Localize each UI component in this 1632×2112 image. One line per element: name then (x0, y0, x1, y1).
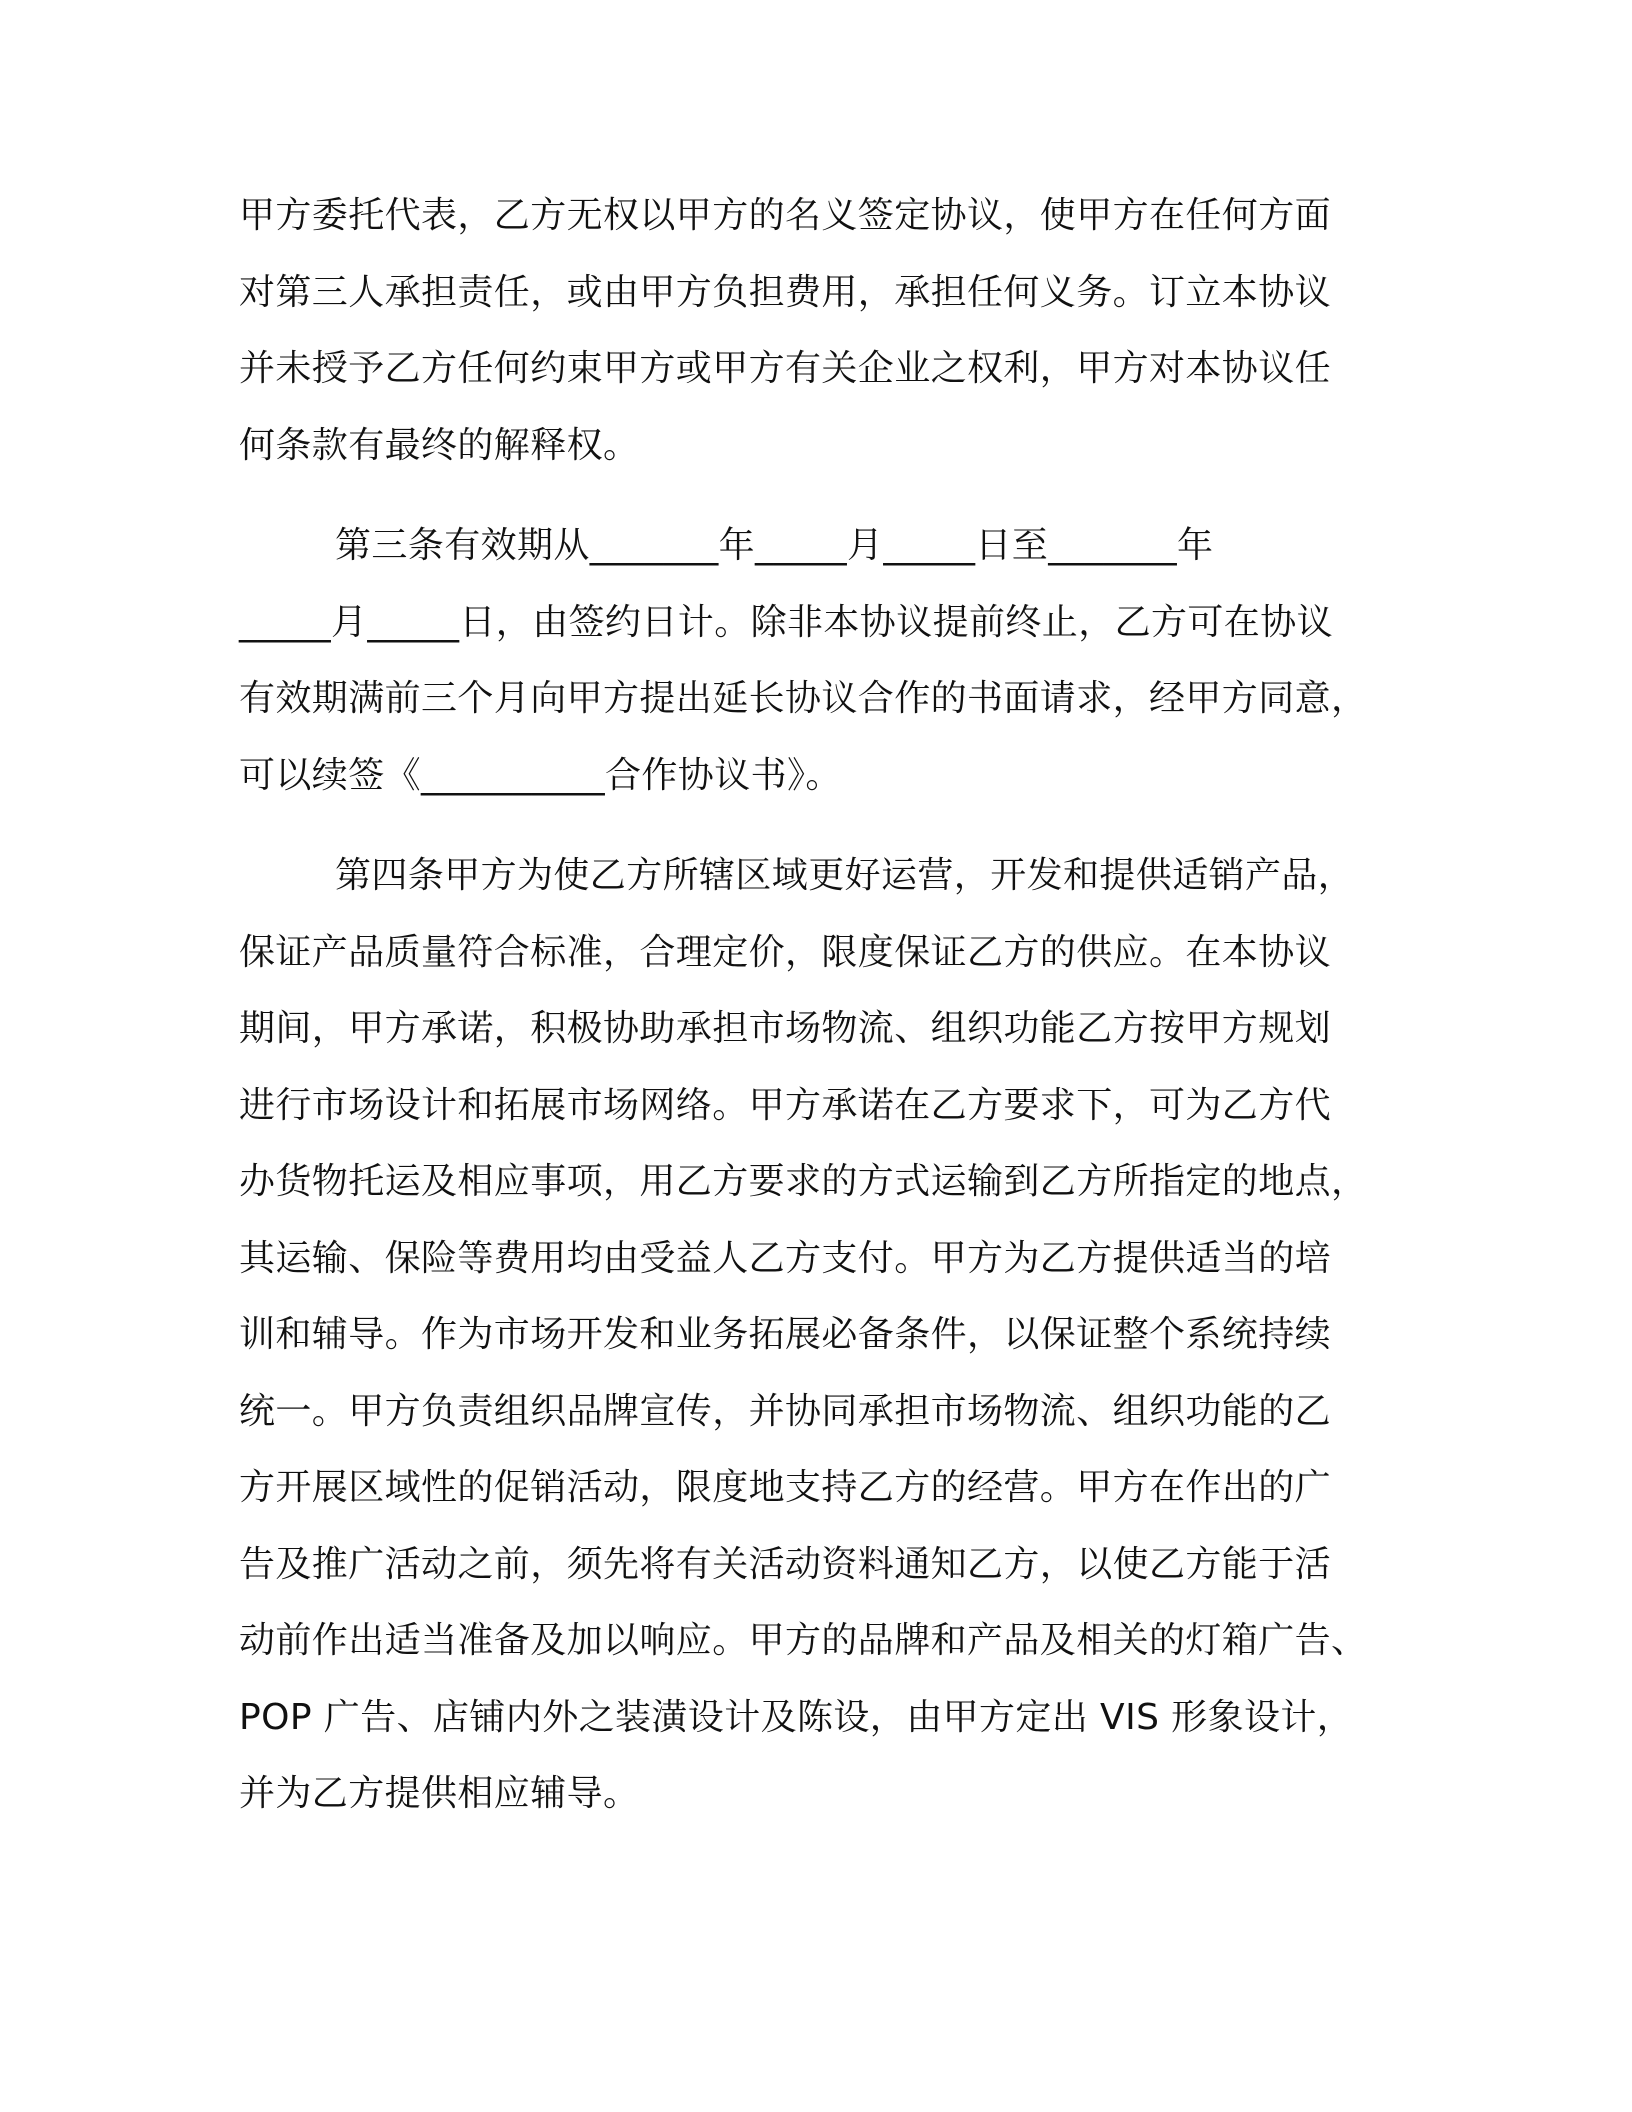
paragraph-spacer (239, 484, 1399, 508)
paragraph-spacer (239, 814, 1399, 838)
paragraph-line: POP 广告、店铺内外之装潢设计及陈设，由甲方定出 VIS 形象设计， (239, 1696, 1354, 1738)
paragraph-line: 甲方委托代表，乙方无权以甲方的名义签定协议，使甲方在任何方面 (239, 195, 1332, 236)
paragraph-line: 方开展区域性的促销活动，限度地支持乙方的经营。甲方在作出的广 (239, 1467, 1332, 1508)
paragraph-line: _____月_____日，由签约日计。除非本协议提前终止，乙方可在协议 (239, 601, 1334, 643)
paragraph-line: 保证产品质量符合标准，合理定价，限度保证乙方的供应。在本协议 (239, 931, 1332, 973)
paragraph-line: 告及推广活动之前，须先将有关活动资料通知乙方，以使乙方能于活 (239, 1543, 1332, 1585)
paragraph-line: 期间，甲方承诺，积极协助承担市场物流、组织功能乙方按甲方规划 (239, 1008, 1332, 1049)
paragraph-line: 动前作出适当准备及加以响应。甲方的品牌和产品及相关的灯箱广告、 (239, 1620, 1368, 1661)
paragraph-line: 训和辅导。作为市场开发和业务拓展必备条件，以保证整个系统持续 (239, 1314, 1332, 1355)
paragraph-article-four (239, 838, 1399, 1833)
paragraph-authority (239, 178, 1399, 484)
paragraph-line: 办货物托运及相应事项，用乙方要求的方式运输到乙方所指定的地点， (239, 1161, 1368, 1202)
paragraph-line: 可以续签《__________合作协议书》。 (239, 754, 842, 796)
paragraph-line: 第四条甲方为使乙方所辖区域更好运营，开发和提供适销产品， (335, 855, 1355, 896)
paragraph-line: 并为乙方提供相应辅导。 (239, 1773, 640, 1814)
paragraph-line: 并未授予乙方任何约束甲方或甲方有关企业之权利，甲方对本协议任 (239, 348, 1332, 389)
paragraph-line: 进行市场设计和拓展市场网络。甲方承诺在乙方要求下，可为乙方代 (239, 1084, 1332, 1126)
paragraph-line: 何条款有最终的解释权。 (239, 424, 640, 466)
paragraph-line: 统一。甲方负责组织品牌宣传，并协同承担市场物流、组织功能的乙 (239, 1390, 1332, 1432)
paragraph-line: 有效期满前三个月向甲方提出延长协议合作的书面请求，经甲方同意， (239, 678, 1368, 719)
document-body (239, 178, 1399, 1833)
paragraph-line: 其运输、保险等费用均由受益人乙方支付。甲方为乙方提供适当的培 (239, 1237, 1332, 1279)
paragraph-article-three (239, 508, 1399, 814)
paragraph-line: 对第三人承担责任，或由甲方负担费用，承担任何义务。订立本协议 (239, 271, 1332, 313)
paragraph-line: 第三条有效期从_______年_____月_____日至_______年 (335, 525, 1214, 566)
